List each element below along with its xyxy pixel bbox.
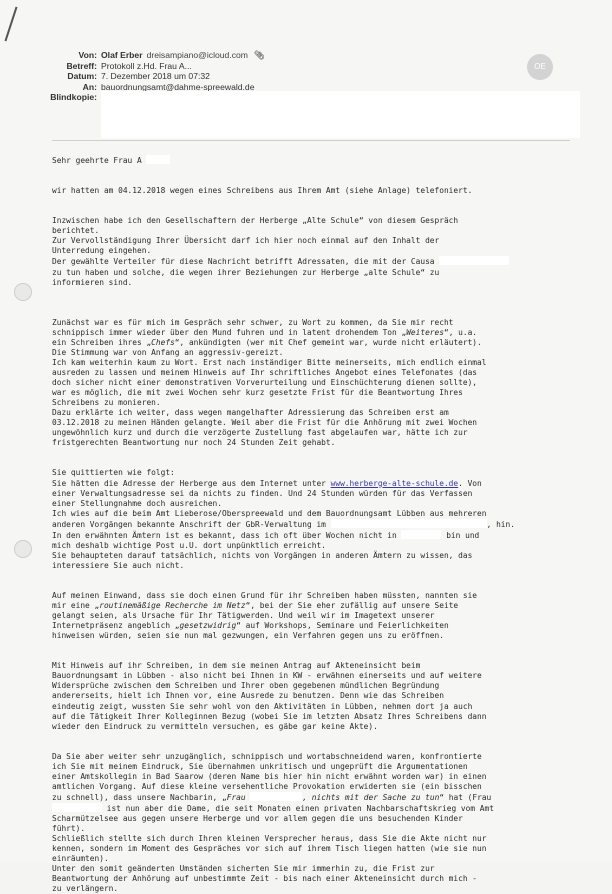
subject-row (0, 61, 612, 72)
text-run: “, bei der Sie eher zufällig auf unsere Seite (245, 601, 459, 611)
sender-email[interactable]: dreisampiano@icloud.com (146, 50, 248, 60)
paragraph-line: Schließlich stellte sich durch Ihren kleinen Versprecher heraus, dass Sie die Akte nicht nur (52, 834, 487, 844)
paragraph-line: war es möglich, die mit zwei Wochen sehr kurz gesetzte Frist für die Beantwortung Ihres (52, 388, 463, 398)
paragraph-line: Dazu erklärte ich weiter, dass wegen mangelhafter Adressierung das Schreiben erst am (52, 408, 449, 418)
header-divider (52, 140, 570, 141)
paragraph-line: auf die Tätigkeit Ihrer Kolleginnen Bezug (wobei Sie im letzten Absatz Ihres Schreibens dann (52, 711, 487, 721)
paragraph-line: zu verlängern. (52, 884, 119, 894)
redaction (401, 530, 441, 539)
paragraph-line: ungewöhnlich kurz und durch die verzögerte Zustellung fast abgelaufen war, hätte ich zur (52, 428, 468, 438)
paragraph-line: einer Stellungnahme doch ausreichen. (52, 498, 223, 508)
from-label: Von: (78, 50, 97, 60)
paragraph-line: Inzwischen habe ich den Gesellschaftern der Herberge „Alte Schule“ von diesem Gespräch (52, 216, 459, 226)
paragraph-line: Ich wies auf die beim Amt Lieberose/Oberspreewald und dem Bauordnungsamt Lübben aus mehreren (52, 508, 487, 518)
paragraph-line: 03.12.2018 zu meinen Händen gelangte. Weil aber die Frist für die Anhörung mit zwei Wochen (52, 418, 478, 428)
text-run: “, ankündigten (wer mit Chef gemeint war, wurde nicht erläutert). (174, 337, 482, 347)
text-run: anderen Vorgängen bekannte Anschrift der GbR-Verwaltung im (52, 519, 326, 529)
attachment-icon: 📎︎ (253, 50, 265, 60)
website-link[interactable]: www.herberge-alte-schule.de (330, 478, 459, 488)
paragraph-line: Bauordnungsamt in Lübben - also nicht bei Ihnen in KW - erwähnen einerseits und auf weitere (52, 671, 482, 681)
punch-hole (14, 540, 32, 558)
paragraph-line: kennen, sondern im Moment des Gespräches vor sich auf ihrem Tisch liegen hatten (wie sie nun (52, 844, 487, 854)
paragraph-line: Schreibens zu monieren. (52, 398, 161, 408)
redaction (52, 803, 102, 812)
paragraph-line: Mit Hinweis auf ihr Schreiben, in dem sie meinen Antrag auf Akteneinsicht beim (52, 661, 421, 671)
paragraph-line: Die Stimmung war von Anfang an aggressiv-gereizt. (52, 347, 284, 357)
redaction (439, 256, 509, 265)
paragraph-line: mich deshalb wichtige Post u.U. dort unpünktlich erreicht. (52, 540, 326, 550)
paragraph-line: einer Verwaltungsadresse sei da nichts zu finden. Und 24 Stunden würden für das Verfassen (52, 488, 473, 498)
bcc-redaction (101, 91, 580, 138)
text-run: , hin. (486, 519, 515, 529)
text-run: Internetpräsenz angeblich „ (52, 621, 180, 631)
italic-text: gesetzwidrig (179, 621, 237, 631)
redaction (331, 519, 487, 528)
sender-avatar: OE (527, 54, 553, 80)
paragraph-line: Auf meinen Einwand, dass sie doch einen Grund für ihr Schreiben haben müssten, nannten sie (52, 591, 478, 601)
subject-value: Protokoll z.Hd. Frau A... (101, 60, 192, 71)
text-run: ist nun aber die Dame, die seit Monaten einen privaten Nachbarschaftskrieg vom Amt (102, 804, 494, 813)
paragraph-line: wieder den Eindruck zu vermitteln versuchen, es gäbe gar keine Akte). (52, 721, 378, 731)
text-run: mir eine „ (52, 601, 100, 611)
italic-text: Weiteres (406, 327, 444, 337)
paragraph-line: zu tun haben und solche, die wegen ihrer Beziehungen zur Herberge „alte Schule“ zu (52, 267, 440, 277)
punch-hole (14, 283, 32, 301)
pen-mark (4, 7, 17, 42)
italic-text: Frau (226, 792, 246, 802)
sender-name: Olaf Erber (101, 50, 143, 60)
paragraph-line: andererseits, hielt ich Ihnen vor, eine Ausrede zu benutzen. Denn wie das Schreiben (52, 691, 444, 701)
from-row (0, 50, 612, 61)
paragraph-line: Sie quittierten wie folgt: (52, 468, 175, 478)
salutation: Sehr geehrte Frau A (52, 156, 142, 165)
italic-text: Chefs (151, 337, 175, 347)
paragraph-line: ich Sie mit meinem Eindruck, Sie übernahmen unkritisch und ungeprüft die Argumentationen (52, 761, 468, 771)
subject-label: Betreff: (66, 60, 97, 71)
paragraph-line: einer Amtskollegin in Bad Saarow (deren Name bis hier hin nicht erwähnt worden war) in einen (52, 771, 487, 781)
paragraph-line: Da Sie aber weiter sehr unzugänglich, schnippisch und wortabschneidend waren, konfrontierte (52, 751, 482, 761)
text-run: ein Schreiben ihres „ (52, 337, 152, 347)
paragraph-line: Zur Vervollständigung Ihrer Übersicht darf ich hier noch einmal auf den Inhalt der (52, 236, 440, 246)
text-run: “ hat (Frau (439, 792, 492, 802)
text-run: schnippisch immer wieder über den Mund fuhren und in latent drohendem Ton „ (52, 327, 407, 337)
paragraph-line: führt). (52, 824, 86, 834)
paragraph-line: interessiere Sie auch nicht. (52, 560, 185, 570)
text-run: “ auf Workshops, Seminare und Feierlichkeiten (236, 621, 449, 631)
redaction (146, 155, 170, 164)
paragraph-line: informieren sind. (52, 277, 133, 287)
paragraph-line: fristgerechten Beantwortung nur noch 24 Stunden Zeit gehabt. (52, 438, 336, 448)
paragraph-line: Beantwortung der Anhörung auf unbestimmte Zeit - bis nach einer Akteneinsicht durch mich - (52, 874, 478, 884)
paragraph-line: Unterredung eingehen. (52, 246, 152, 256)
redaction (250, 792, 302, 801)
to-value[interactable]: bauordnungsamt@dahme-spreewald.de (101, 81, 255, 92)
text-run: bin und (446, 530, 480, 540)
paragraph-line: berichtet. (52, 226, 100, 236)
date-value: 7. Dezember 2018 um 07:32 (101, 71, 210, 81)
date-row (0, 71, 612, 82)
italic-text: , nichts mit der Sache zu tun (302, 792, 440, 802)
paragraph-line: Widersprüche zwischen dem Schreiben und Ihrer oben gegebenen mündlichen Begründung (52, 681, 440, 691)
paragraph-line: einräumten). (52, 854, 109, 864)
paragraph-line: doch sicher nicht einer demonstrativen Vorverurteilung und Einschüchterung dienen sollte), (52, 378, 478, 388)
message-body (52, 155, 572, 894)
paragraph-line: gelangt seien, als Ursache für Ihr Tätigwerden. Und weil wir im Imagetext unserer (52, 611, 435, 621)
italic-text: routinemäßige Recherche im Netz (99, 601, 246, 611)
paragraph-line: Scharmützelsee aus gegen unsere Herberge und vor allem gegen die uns besuchenden Kinder (52, 814, 463, 824)
paragraph-line: Zunächst war es für mich im Gespräch sehr schwer, zu Wort zu kommen, da Sie mir recht (52, 317, 454, 327)
text-run: “, u.a. (443, 327, 478, 337)
paragraph-line: ausreden zu lassen und meinem Hinweis auf Ihr schriftliches Angebot eines Telefonates (das (52, 367, 478, 377)
text-run: In den erwähnten Ämtern ist es bekannt, dass ich oft über Wochen nicht in (52, 530, 397, 540)
paragraph-line: Unter den somit geänderten Umständen sicherten Sie mir immerhin zu, die Frist zur (52, 864, 435, 874)
bcc-label: Blindkopie: (50, 92, 97, 102)
text-run: zu schnell), dass unsere Nachbarin, „ (52, 792, 227, 802)
text-run: Sie hätten die Adresse der Herberge aus dem Internet unter (52, 478, 331, 488)
paragraph-line: Ich kam weiterhin kaum zu Wort. Erst nach inständiger Bitte meinerseits, mich endlich einmal (52, 357, 487, 367)
paragraph-line: hinweisen würden, seien sie nun mal gezwungen, ein Verfahren gegen uns zu eröffnen. (52, 631, 444, 641)
paragraph-line: Sie behaupteten darauf tatsächlich, nichts von Vorgängen in anderen Ämtern zu wissen, das (52, 550, 473, 560)
date-label: Datum: (67, 71, 97, 81)
text-run: . Von (458, 478, 482, 488)
paragraph-line: eindeutig zeigt, wussten Sie sehr wohl von den Aktivitäten in Lübben, nehmen dort ja auch (52, 701, 473, 711)
paragraph-line: Der gewählte Verteiler für diese Nachricht betrifft Adressaten, die mit der Causa (52, 257, 435, 267)
to-label: An: (82, 81, 97, 92)
paragraph-line: wir hatten am 04.12.2018 wegen eines Schreibens aus Ihrem Amt (siehe Anlage) telefoniert. (52, 186, 473, 196)
paragraph-line: amtlichen Vorgang. Auf diese kleine versehentliche Provokation erwiderten sie (ein bisschen (52, 781, 482, 791)
